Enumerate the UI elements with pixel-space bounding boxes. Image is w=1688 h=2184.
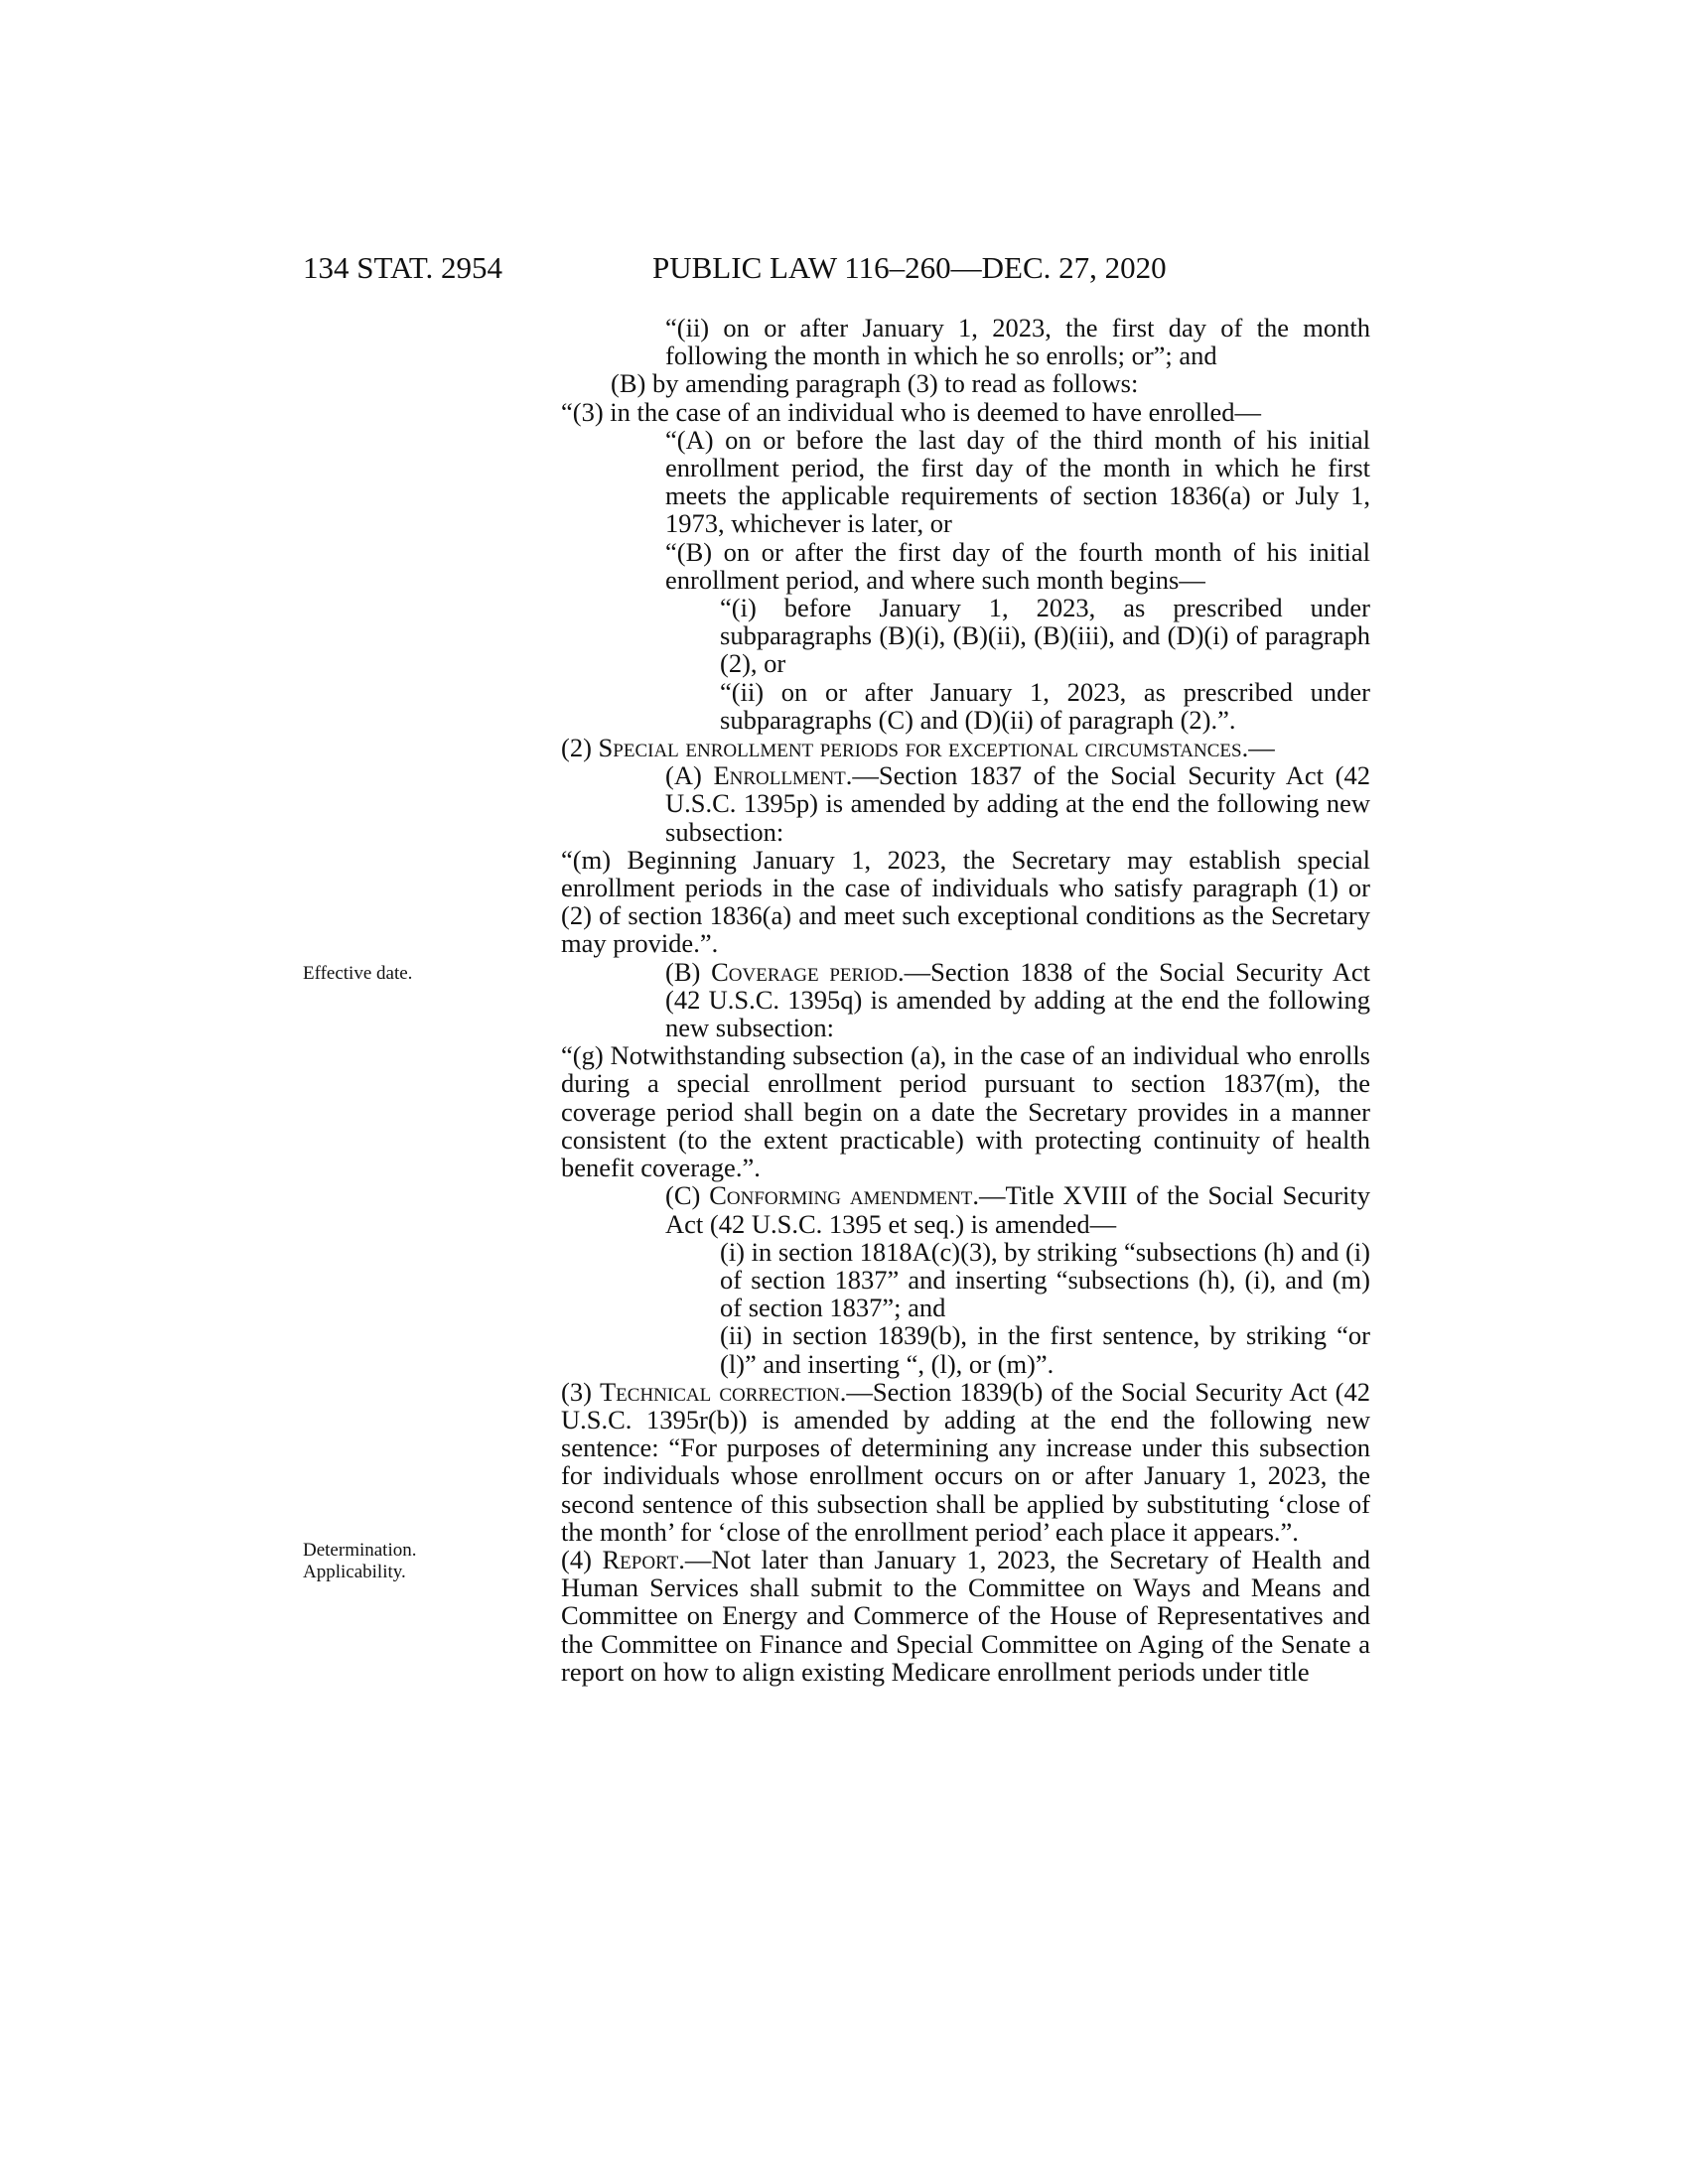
clause-ii-1839b: (ii) in section 1839(b), in the first sentence, by striking “or (l)” and inserting “, (l), or (m)”. bbox=[720, 1320, 1370, 1379]
subparagraph-text: Section 1837 of the Social Security Act (42 U.S.C. 1395p) is amended by adding at the end the following new subsection: bbox=[665, 760, 1370, 847]
margin-note-applicability: Applicability. bbox=[303, 1562, 406, 1582]
paragraph-4-report bbox=[506, 1546, 1370, 1686]
subparagraph-a-enrollment bbox=[611, 761, 1370, 846]
subparagraph-b-coverage-period bbox=[611, 958, 1370, 1042]
clause-i-before-2023: “(i) before January 1, 2023, as prescribed under subparagraphs (B)(i), (B)(ii), (B)(iii), and (D)(i) of paragraph (2), or bbox=[720, 593, 1370, 679]
subparagraph-heading: Enrollment.— bbox=[713, 760, 879, 791]
paragraph-heading: Technical correction.— bbox=[600, 1376, 873, 1407]
statute-body bbox=[506, 314, 1370, 1686]
subparagraph-number: (C) bbox=[665, 1180, 701, 1211]
subparagraph-a-third-month: “(A) on or before the last day of the third month of his initial enrollment period, the first day of the month in which he first meets the applicable requirements of section 1836(a) or July 1, 1973, whichever is later, or bbox=[665, 424, 1370, 539]
paragraph-2-special-enrollment bbox=[506, 734, 1370, 761]
clause-ii-enrolls: “(ii) on or after January 1, 2023, the first day of the month following the month in which he so enrolls; or”; and bbox=[665, 313, 1370, 371]
subsection-g-text: “(g) Notwithstanding subsection (a), in the case of an individual who enrolls during a special enrollment period pursuant to section 1837(m), the coverage period shall begin on a date the Secretary provides in a manner consistent (to the extent practicable) with protecting continuity of health benefit coverage.”. bbox=[561, 1040, 1370, 1183]
paragraph-text: Section 1839(b) of the Social Security Act (42 U.S.C. 1395r(b)) is amended by adding at the end the following new sentence: “For purposes of determining any increase under this subsection for individuals whose enrollment occurs on or after January 1, 2023, the second sentence of this subsection shall be applied by substituting ‘close of the month’ for ‘close of the enrollment period’ each place it appears.”. bbox=[561, 1376, 1371, 1547]
subparagraph-heading: Coverage period.— bbox=[711, 956, 931, 987]
paragraph-number: (3) bbox=[561, 1376, 592, 1407]
subparagraph-number: (A) bbox=[665, 760, 702, 791]
public-law-title: PUBLIC LAW 116–260—DEC. 27, 2020 bbox=[652, 250, 1167, 285]
margin-note-effective-date: Effective date. bbox=[303, 963, 413, 984]
paragraph-number: (2) bbox=[561, 733, 592, 763]
page-header bbox=[303, 250, 1375, 290]
subparagraph-b-fourth-month: “(B) on or after the first day of the fourth month of his initial enrollment period, and where such month begins— bbox=[665, 536, 1370, 595]
paragraph-3-deemed-enrolled: “(3) in the case of an individual who is deemed to have enrolled— bbox=[561, 396, 1261, 427]
subparagraph-heading: Conforming amendment.— bbox=[709, 1180, 1006, 1211]
clause-ii-after-2023: “(ii) on or after January 1, 2023, as prescribed under subparagraphs (C) and (D)(ii) of paragraph (2).”. bbox=[720, 676, 1370, 735]
paragraph-number: (4) bbox=[561, 1544, 592, 1574]
subsection-m-text: “(m) Beginning January 1, 2023, the Secretary may establish special enrollment periods in the case of individuals who satisfy paragraph (1) or (2) of section 1836(a) and meet such exceptional conditions as the Secretary may provide.”. bbox=[561, 844, 1370, 959]
paragraph-heading: Report.— bbox=[602, 1544, 712, 1574]
stat-page-reference: 134 STAT. 2954 bbox=[303, 250, 503, 285]
margin-note-determination: Determination. bbox=[303, 1540, 417, 1561]
subparagraph-text: Title XVIII of the Social Security Act (42 U.S.C. 1395 et seq.) is amended— bbox=[665, 1180, 1370, 1239]
paragraph-text: Not later than January 1, 2023, the Secretary of Health and Human Services shall submit to the Committee on Ways and Means and Committee on Energy and Commerce of the House of Representatives and the Committee on Finance and Special Committee on Aging of the Senate a report on how to align existing Medicare enrollment periods under title bbox=[561, 1544, 1370, 1687]
subparagraph-b-amend: (B) by amending paragraph (3) to read as follows: bbox=[611, 368, 1139, 399]
clause-i-1818a: (i) in section 1818A(c)(3), by striking “subsections (h) and (i) of section 1837” and inserting “subsections (h), (i), and (m) of section 1837”; and bbox=[720, 1236, 1370, 1323]
paragraph-3-technical-correction bbox=[506, 1378, 1370, 1546]
subparagraph-c-conforming bbox=[611, 1181, 1370, 1237]
subparagraph-number: (B) bbox=[665, 956, 701, 987]
subparagraph-text: Section 1838 of the Social Security Act (42 U.S.C. 1395q) is amended by adding at the end the following new subsection: bbox=[665, 956, 1371, 1043]
paragraph-heading: Special enrollment periods for exceptional circumstances.— bbox=[598, 733, 1275, 763]
